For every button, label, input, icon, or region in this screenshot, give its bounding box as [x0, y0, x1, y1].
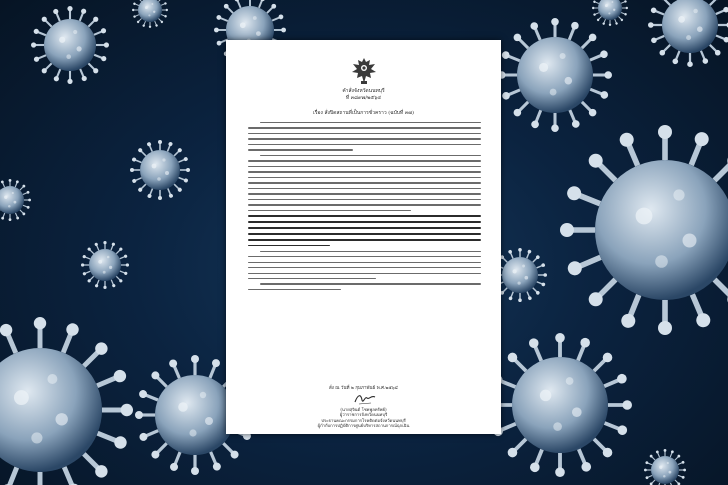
- paragraph: [248, 251, 481, 280]
- paragraph: [248, 155, 481, 211]
- document-number: ที่ ๓๘๙๗/๒๕๖๔: [345, 95, 382, 101]
- signer-title: ผู้ว่าราชการจังหวัดนนทบุรี: [339, 412, 388, 418]
- document-subject: เรื่อง สั่งปิดสถานที่เป็นการชั่วคราว (ฉบับที่ ๓๗): [313, 110, 414, 116]
- signer-block: [226, 407, 501, 429]
- garuda-emblem-icon: [350, 56, 378, 86]
- paragraph: [248, 122, 481, 151]
- coronavirus-icon: [498, 18, 612, 132]
- issuer: คำสั่งจังหวัดนนทบุรี: [342, 88, 385, 94]
- signer-title: ประธานคณะกรรมการโรคติดต่อจังหวัดนนทบุรี: [321, 417, 406, 423]
- coronavirus-icon: [81, 241, 129, 289]
- coronavirus-icon: [592, 0, 628, 26]
- coronavirus-icon: [560, 125, 728, 335]
- coronavirus-icon: [0, 317, 133, 485]
- signer-name: (นายสุจินต์ โชคพูลทรัพย์): [340, 407, 387, 412]
- coronavirus-icon: [132, 0, 168, 28]
- date-line: สั่ง ณ วันที่ ๒ กุมภาพันธ์ พ.ศ.๒๕๖๔: [328, 386, 399, 391]
- document-body: [248, 122, 481, 294]
- coronavirus-icon: [488, 333, 632, 477]
- handwritten-signature: [353, 392, 377, 406]
- coronavirus-icon: [644, 449, 686, 485]
- signer-title: ผู้กำกับการปฏิบัติการศูนย์บริหารสถานการณ์ฉุกเฉิน: [317, 423, 410, 429]
- coronavirus-icon: [493, 248, 547, 302]
- coronavirus-icon: [0, 179, 31, 221]
- coronavirus-icon: [130, 140, 190, 200]
- paragraph-emphasis: [248, 215, 481, 246]
- document-header: [226, 88, 501, 102]
- official-document: [226, 40, 501, 434]
- coronavirus-icon: [648, 0, 728, 67]
- paragraph: [248, 283, 481, 290]
- coronavirus-icon: [31, 6, 109, 84]
